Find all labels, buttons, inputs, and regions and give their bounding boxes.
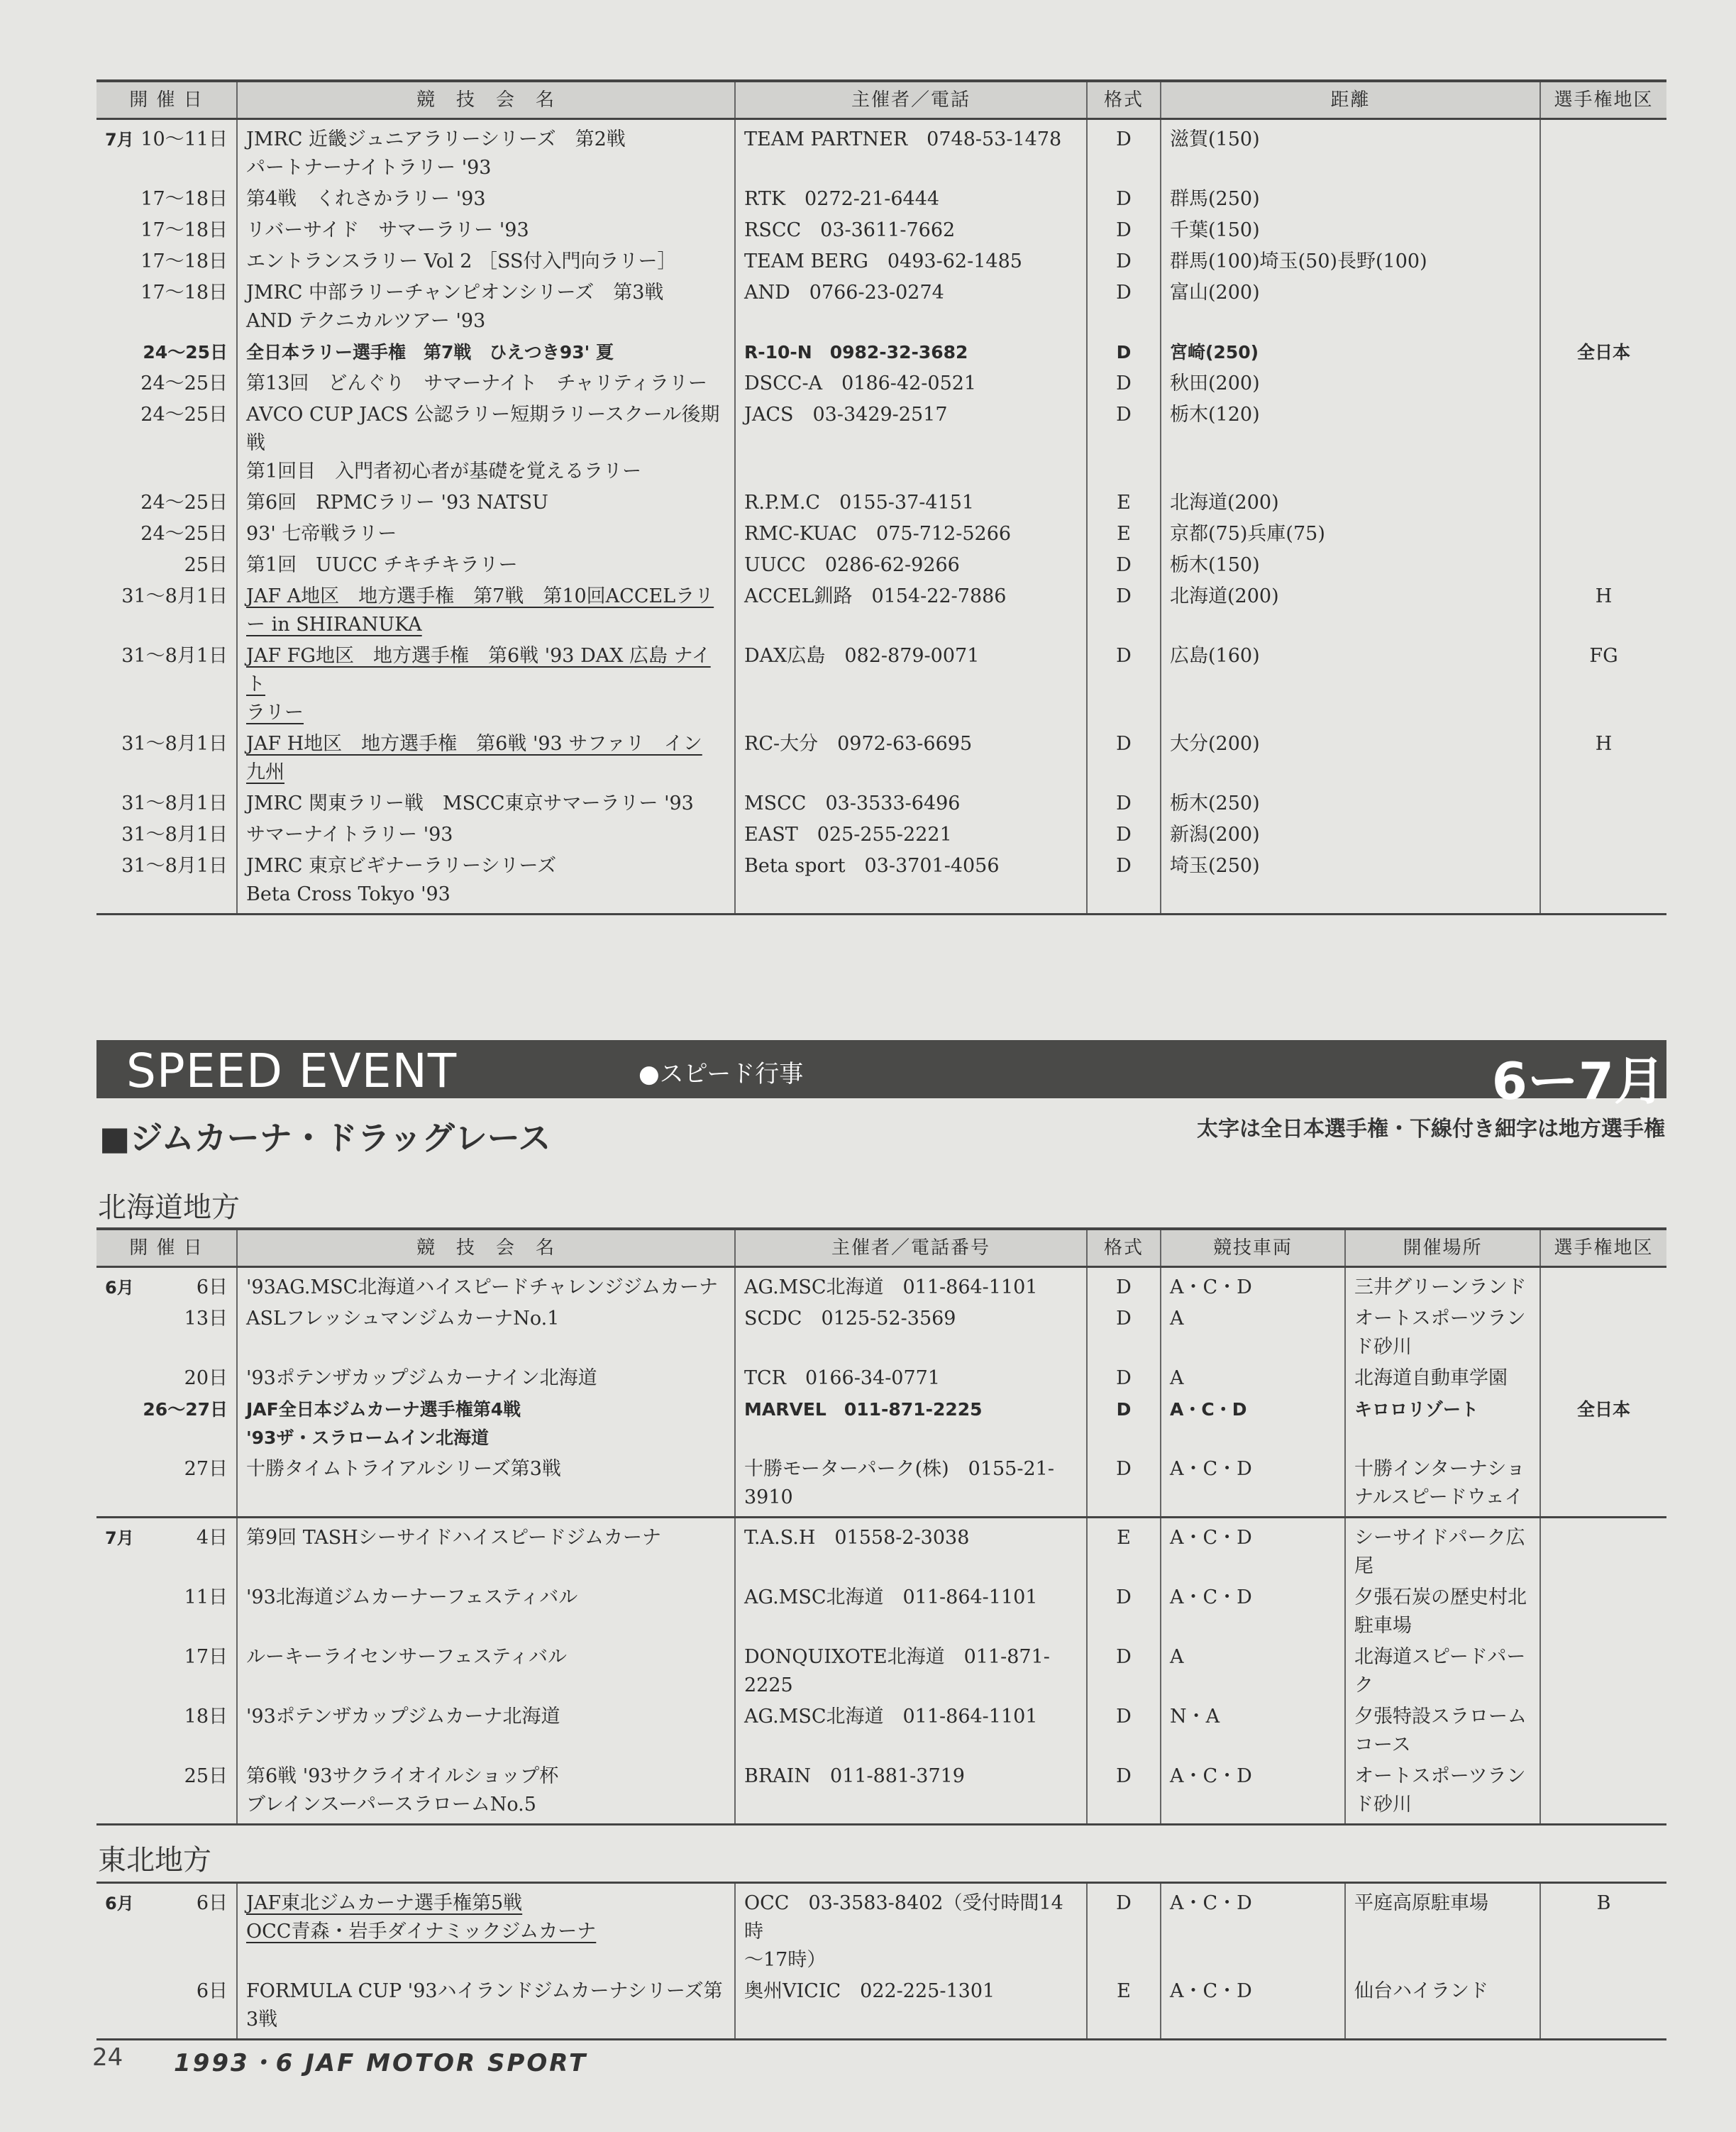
band-months: 6ー7月	[1491, 1051, 1665, 1111]
format: D	[1087, 1701, 1161, 1761]
table-row	[96, 550, 1666, 581]
event-date: 6月 6日	[96, 1883, 237, 1977]
championship-region: 全日本	[1576, 1399, 1630, 1420]
venue: 夕張特設スラローム コース	[1345, 1701, 1540, 1761]
event-date: 13日	[96, 1303, 237, 1363]
championship-region	[1540, 1518, 1666, 1583]
table-row	[96, 337, 1666, 368]
magazine-title: 1993・6 JAF MOTOR SPORT	[174, 2049, 588, 2077]
organizer: ACCEL釧路 0154-22-7886	[735, 581, 1087, 641]
col-championship: 選手権地区	[1540, 1229, 1666, 1267]
organizer: MSCC 03-3533-6496	[735, 788, 1087, 819]
format: D	[1087, 1761, 1161, 1825]
event-name: 第6戦 '93サクライオイルショップ杯 ブレインスーパースラロームNo.5	[237, 1761, 735, 1825]
table-row	[96, 1518, 1666, 1583]
event-name: JMRC 中部ラリーチャンピオンシリーズ 第3戦 AND テクニカルツアー '93	[237, 277, 735, 337]
organizer: Beta sport 03-3701-4056	[735, 851, 1087, 915]
organizer: AND 0766-23-0274	[735, 277, 1087, 337]
event-name	[237, 641, 735, 729]
distance: 栃木(250)	[1161, 788, 1540, 819]
event-name	[237, 1883, 735, 1977]
event-date: 17日	[96, 1642, 237, 1701]
venue: オートスポーツラン ド砂川	[1345, 1303, 1540, 1363]
format: D	[1087, 1582, 1161, 1642]
table-row	[96, 1642, 1666, 1701]
col-organizer: 主催者／電話	[735, 81, 1087, 119]
format: E	[1087, 1518, 1161, 1583]
table-row	[96, 1883, 1666, 1977]
event-name-underlined: JAF東北ジムカーナ選手権第5戦 OCC青森・岩手ダイナミックジムカーナ	[246, 1892, 597, 1943]
championship-region	[1540, 399, 1666, 487]
format: D	[1087, 1363, 1161, 1394]
event-name: '93北海道ジムカーナーフェスティバル	[237, 1582, 735, 1642]
table-row	[96, 1303, 1666, 1363]
col-event-name: 競 技 会 名	[237, 81, 735, 119]
format: D	[1087, 246, 1161, 277]
col-venue: 開催場所	[1345, 1229, 1540, 1267]
event-name: 93' 七帝戦ラリー	[237, 519, 735, 550]
table-row	[96, 1267, 1666, 1304]
event-date: 7月 4日	[96, 1518, 237, 1583]
region-title-hokkaido: 北海道地方	[98, 1191, 240, 1224]
venue: 北海道自動車学園	[1345, 1363, 1540, 1394]
rally-header-row	[96, 81, 1666, 119]
championship-region: B	[1596, 1892, 1611, 1914]
event-name: 第6回 RPMCラリー '93 NATSU	[237, 487, 735, 519]
event-name: エントランスラリー Vol 2 ［SS付入門向ラリー］	[237, 246, 735, 277]
venue: オートスポーツラン ド砂川	[1345, 1761, 1540, 1825]
format: D	[1087, 1454, 1161, 1518]
championship-region	[1540, 1267, 1666, 1304]
vehicle-class: A・C・D	[1161, 1454, 1345, 1518]
organizer: RC-大分 0972-63-6695	[735, 729, 1087, 788]
band-title: SPEED EVENT	[126, 1044, 458, 1098]
venue: 北海道スピードパーク	[1345, 1642, 1540, 1701]
championship-region	[1540, 819, 1666, 851]
table-row	[96, 819, 1666, 851]
vehicle-class: A	[1161, 1303, 1345, 1363]
distance: 新潟(200)	[1161, 819, 1540, 851]
col-event-name: 競 技 会 名	[237, 1229, 735, 1267]
format: D	[1087, 550, 1161, 581]
format: D	[1087, 1394, 1161, 1454]
distance: 広島(160)	[1161, 641, 1540, 729]
hokkaido-june-rows	[96, 1267, 1666, 1518]
table-row	[96, 119, 1666, 184]
event-name: 第9回 TASHシーサイドハイスピードジムカーナ	[237, 1518, 735, 1583]
format: D	[1087, 788, 1161, 819]
organizer: RMC-KUAC 075-712-5266	[735, 519, 1087, 550]
legend-note: 太字は全日本選手権・下線付き細字は地方選手権	[1197, 1117, 1665, 1142]
event-name: FORMULA CUP '93ハイランドジムカーナシリーズ第3戦	[237, 1976, 735, 2040]
organizer: AG.MSC北海道 011-864-1101	[735, 1582, 1087, 1642]
organizer: R-10-N 0982-32-3682	[735, 337, 1087, 368]
format: D	[1087, 277, 1161, 337]
championship-region	[1540, 1976, 1666, 2040]
col-format: 格式	[1087, 1229, 1161, 1267]
championship-region	[1540, 215, 1666, 246]
col-organizer: 主催者／電話番号	[735, 1229, 1087, 1267]
event-name-underlined: JAF A地区 地方選手権 第7戦 第10回ACCELラリー in SHIRANUKA	[246, 585, 714, 636]
event-date: 6日	[96, 1976, 237, 2040]
vehicle-class: A	[1161, 1363, 1345, 1394]
format: E	[1087, 487, 1161, 519]
venue: 三井グリーンランド	[1345, 1267, 1540, 1304]
event-date: 31〜8月1日	[96, 581, 237, 641]
hokkaido-july-rows	[96, 1518, 1666, 1825]
table-row	[96, 246, 1666, 277]
event-date: 31〜8月1日	[96, 851, 237, 915]
organizer: MARVEL 011-871-2225	[735, 1394, 1087, 1454]
organizer: 十勝モーターパーク(株) 0155-21-3910	[735, 1454, 1087, 1518]
col-date: 開 催 日	[96, 81, 237, 119]
organizer: TEAM BERG 0493-62-1485	[735, 246, 1087, 277]
venue: シーサイドパーク広尾	[1345, 1518, 1540, 1583]
championship-region	[1540, 1303, 1666, 1363]
vehicle-class: A・C・D	[1161, 1518, 1345, 1583]
col-format: 格式	[1087, 81, 1161, 119]
event-date: 24〜25日	[96, 368, 237, 399]
venue: 仙台ハイランド	[1345, 1976, 1540, 2040]
event-date: 17〜18日	[96, 184, 237, 215]
championship-region	[1540, 1454, 1666, 1518]
distance: 富山(200)	[1161, 277, 1540, 337]
event-date: 31〜8月1日	[96, 641, 237, 729]
organizer: R.P.M.C 0155-37-4151	[735, 487, 1087, 519]
format: D	[1087, 1883, 1161, 1977]
table-row	[96, 641, 1666, 729]
organizer: SCDC 0125-52-3569	[735, 1303, 1087, 1363]
table-row	[96, 399, 1666, 487]
event-name: JMRC 関東ラリー戦 MSCC東京サマーラリー '93	[237, 788, 735, 819]
organizer: JACS 03-3429-2517	[735, 399, 1087, 487]
event-date: 20日	[96, 1363, 237, 1394]
championship-region	[1540, 119, 1666, 184]
championship-region	[1540, 550, 1666, 581]
event-name-underlined: JAF FG地区 地方選手権 第6戦 '93 DAX 広島 ナイト ラリー	[246, 645, 711, 724]
event-date: 31〜8月1日	[96, 788, 237, 819]
championship-region	[1540, 277, 1666, 337]
vehicle-class: A・C・D	[1161, 1582, 1345, 1642]
band-subtitle: ●スピード行事	[638, 1060, 804, 1088]
table-row	[96, 1363, 1666, 1394]
distance: 滋賀(150)	[1161, 119, 1540, 184]
table-row	[96, 729, 1666, 788]
col-date: 開 催 日	[96, 1229, 237, 1267]
table-row	[96, 215, 1666, 246]
format: D	[1087, 215, 1161, 246]
organizer: 奥州VICIC 022-225-1301	[735, 1976, 1087, 2040]
event-date: 25日	[96, 1761, 237, 1825]
event-date: 31〜8月1日	[96, 729, 237, 788]
region-title-tohoku: 東北地方	[98, 1844, 211, 1877]
format: D	[1087, 119, 1161, 184]
month-label: 7月	[105, 130, 134, 150]
championship-region: FG	[1589, 645, 1618, 667]
venue: 平庭高原駐車場	[1345, 1883, 1540, 1977]
championship-region	[1540, 1701, 1666, 1761]
format: E	[1087, 1976, 1161, 2040]
distance: 栃木(150)	[1161, 550, 1540, 581]
event-date: 17〜18日	[96, 277, 237, 337]
distance: 群馬(100)埼玉(50)長野(100)	[1161, 246, 1540, 277]
col-championship: 選手権地区	[1540, 81, 1666, 119]
organizer: AG.MSC北海道 011-864-1101	[735, 1701, 1087, 1761]
event-name: 第4戦 くれさかラリー '93	[237, 184, 735, 215]
format: D	[1087, 819, 1161, 851]
championship-region	[1540, 519, 1666, 550]
rally-schedule-table	[96, 79, 1666, 915]
format: D	[1087, 184, 1161, 215]
table-row	[96, 368, 1666, 399]
event-name: AVCO CUP JACS 公認ラリー短期ラリースクール後期戦 第1回目 入門者初心者が基礎を覚えるラリー	[237, 399, 735, 487]
event-name: 第13回 どんぐり サマーナイト チャリティラリー	[237, 368, 735, 399]
organizer: DSCC-A 0186-42-0521	[735, 368, 1087, 399]
event-name: JMRC 東京ビギナーラリーシリーズ Beta Cross Tokyo '93	[237, 851, 735, 915]
table-row	[96, 1394, 1666, 1454]
distance: 大分(200)	[1161, 729, 1540, 788]
distance: 栃木(120)	[1161, 399, 1540, 487]
event-name: ルーキーライセンサーフェスティバル	[237, 1642, 735, 1701]
format: D	[1087, 1267, 1161, 1304]
championship-region	[1540, 1642, 1666, 1701]
distance: 千葉(150)	[1161, 215, 1540, 246]
championship-region: H	[1595, 733, 1613, 755]
distance: 秋田(200)	[1161, 368, 1540, 399]
organizer: RTK 0272-21-6444	[735, 184, 1087, 215]
col-distance: 距離	[1161, 81, 1540, 119]
championship-region: 全日本	[1576, 342, 1630, 363]
tohoku-schedule-table	[96, 1882, 1666, 2040]
col-vehicle: 競技車両	[1161, 1229, 1345, 1267]
organizer: AG.MSC北海道 011-864-1101	[735, 1267, 1087, 1304]
championship-region: H	[1595, 585, 1613, 607]
organizer: TEAM PARTNER 0748-53-1478	[735, 119, 1087, 184]
organizer: RSCC 03-3611-7662	[735, 215, 1087, 246]
table-row	[96, 487, 1666, 519]
vehicle-class: N・A	[1161, 1701, 1345, 1761]
organizer: UUCC 0286-62-9266	[735, 550, 1087, 581]
hokkaido-schedule-table	[96, 1227, 1666, 1826]
format: E	[1087, 519, 1161, 550]
table-row	[96, 581, 1666, 641]
format: D	[1087, 851, 1161, 915]
event-name-underlined: JAF H地区 地方選手権 第6戦 '93 サファリ イン 九州	[246, 733, 702, 783]
vehicle-class: A・C・D	[1161, 1267, 1345, 1304]
hokkaido-header-row	[96, 1229, 1666, 1267]
event-date: 24〜25日	[96, 487, 237, 519]
format: D	[1087, 368, 1161, 399]
table-row	[96, 277, 1666, 337]
vehicle-class: A・C・D	[1161, 1394, 1345, 1454]
distance: 埼玉(250)	[1161, 851, 1540, 915]
championship-region	[1540, 368, 1666, 399]
table-row	[96, 1976, 1666, 2040]
vehicle-class: A・C・D	[1161, 1883, 1345, 1977]
month-label: 7月	[105, 1528, 134, 1548]
event-name: '93ポテンザカップジムカーナ北海道	[237, 1701, 735, 1761]
event-name: 第1回 UUCC チキチキラリー	[237, 550, 735, 581]
month-label: 6月	[105, 1894, 134, 1913]
vehicle-class: A・C・D	[1161, 1761, 1345, 1825]
event-date: 17〜18日	[96, 215, 237, 246]
format: D	[1087, 1642, 1161, 1701]
event-name: JMRC 近畿ジュニアラリーシリーズ 第2戦 パートナーナイトラリー '93	[237, 119, 735, 184]
organizer: DONQUIXOTE北海道 011-871-2225	[735, 1642, 1087, 1701]
organizer: BRAIN 011-881-3719	[735, 1761, 1087, 1825]
event-name: 全日本ラリー選手権 第7戦 ひえつき93' 夏	[237, 337, 735, 368]
event-name	[237, 729, 735, 788]
venue: 十勝インターナショナルスピードウェイ	[1345, 1454, 1540, 1518]
table-row	[96, 788, 1666, 819]
championship-region	[1540, 184, 1666, 215]
table-row	[96, 1582, 1666, 1642]
format: D	[1087, 641, 1161, 729]
format: D	[1087, 581, 1161, 641]
rally-rows	[96, 119, 1666, 915]
organizer: EAST 025-255-2221	[735, 819, 1087, 851]
table-row	[96, 851, 1666, 915]
table-row	[96, 1761, 1666, 1825]
championship-region	[1540, 246, 1666, 277]
event-date: 24〜25日	[96, 337, 237, 368]
distance: 宮崎(250)	[1161, 337, 1540, 368]
section-heading: ■ジムカーナ・ドラッグレース	[99, 1119, 551, 1157]
page-number: 24	[92, 2043, 123, 2072]
format: D	[1087, 729, 1161, 788]
venue: キロロリゾート	[1345, 1394, 1540, 1454]
championship-region	[1540, 788, 1666, 819]
table-row	[96, 519, 1666, 550]
championship-region	[1540, 1363, 1666, 1394]
event-name: サマーナイトラリー '93	[237, 819, 735, 851]
vehicle-class: A・C・D	[1161, 1976, 1345, 2040]
event-name: ASLフレッシュマンジムカーナNo.1	[237, 1303, 735, 1363]
event-date: 26〜27日	[96, 1394, 237, 1454]
organizer: TCR 0166-34-0771	[735, 1363, 1087, 1394]
tohoku-rows	[96, 1883, 1666, 2040]
event-date: 18日	[96, 1701, 237, 1761]
organizer: OCC 03-3583-8402（受付時間14時 〜17時）	[735, 1883, 1087, 1977]
event-date: 27日	[96, 1454, 237, 1518]
distance: 北海道(200)	[1161, 581, 1540, 641]
distance: 京都(75)兵庫(75)	[1161, 519, 1540, 550]
event-name: '93AG.MSC北海道ハイスピードチャレンジジムカーナ	[237, 1267, 735, 1304]
table-row	[96, 1701, 1666, 1761]
event-date: 24〜25日	[96, 519, 237, 550]
month-label: 6月	[105, 1278, 134, 1298]
event-date: 31〜8月1日	[96, 819, 237, 851]
event-date: 11日	[96, 1582, 237, 1642]
event-name: 十勝タイムトライアルシリーズ第3戦	[237, 1454, 735, 1518]
format: D	[1087, 399, 1161, 487]
championship-region	[1540, 851, 1666, 915]
event-name: リバーサイド サマーラリー '93	[237, 215, 735, 246]
table-row	[96, 1454, 1666, 1518]
venue: 夕張石炭の歴史村北 駐車場	[1345, 1582, 1540, 1642]
event-date: 17〜18日	[96, 246, 237, 277]
event-date: 24〜25日	[96, 399, 237, 487]
table-row	[96, 184, 1666, 215]
event-date: 25日	[96, 550, 237, 581]
distance: 北海道(200)	[1161, 487, 1540, 519]
event-name: JAF全日本ジムカーナ選手権第4戦 '93ザ・スラロームイン北海道	[237, 1394, 735, 1454]
event-name	[237, 581, 735, 641]
distance: 群馬(250)	[1161, 184, 1540, 215]
event-date: 6月 6日	[96, 1267, 237, 1304]
vehicle-class: A	[1161, 1642, 1345, 1701]
championship-region	[1540, 1582, 1666, 1642]
championship-region	[1540, 1761, 1666, 1825]
format: D	[1087, 337, 1161, 368]
event-name: '93ポテンザカップジムカーナイン北海道	[237, 1363, 735, 1394]
event-date: 7月 10〜11日	[96, 119, 237, 184]
organizer: DAX広島 082-879-0071	[735, 641, 1087, 729]
organizer: T.A.S.H 01558-2-3038	[735, 1518, 1087, 1583]
format: D	[1087, 1303, 1161, 1363]
championship-region	[1540, 487, 1666, 519]
